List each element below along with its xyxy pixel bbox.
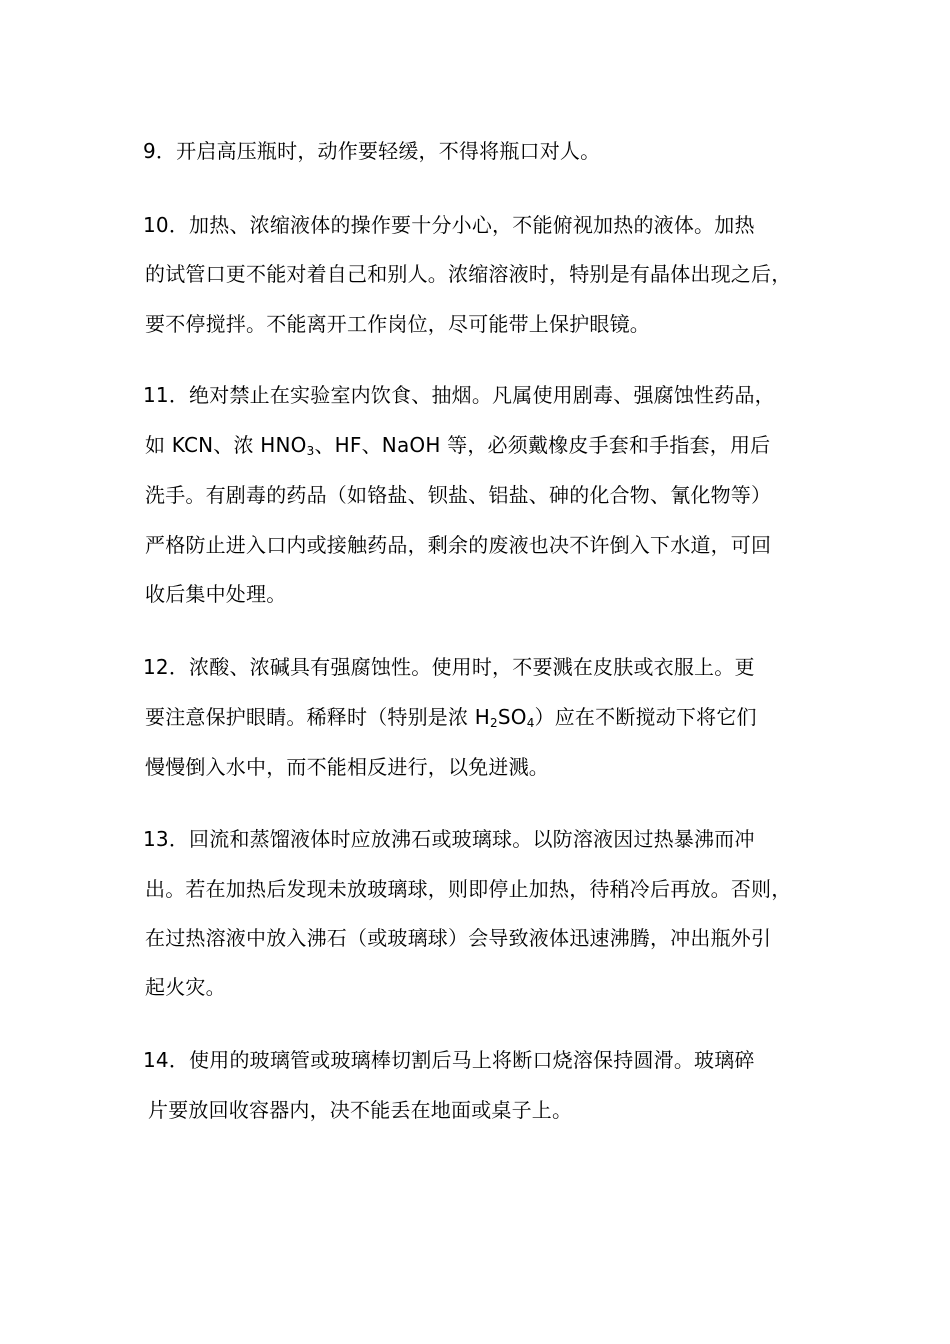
item-12-line-3: 慢慢倒入水中，而不能相反进行，以免迸溅。 <box>145 755 549 779</box>
item-10-line-1: 10．加热、浓缩液体的操作要十分小心，不能俯视加热的液体。加热 <box>143 213 755 237</box>
item-13-line-1: 13．回流和蒸馏液体时应放沸石或玻璃球。以防溶液因过热暴沸而冲 <box>143 827 755 851</box>
item-13-line-3: 在过热溶液中放入沸石（或玻璃球）会导致液体迅速沸腾，冲出瓶外引 <box>145 926 772 950</box>
item-12-line-2-c: ）应在不断搅动下将它们 <box>534 705 757 729</box>
item-12-line-2 <box>145 704 757 730</box>
item-9-line-1: 9．开启高压瓶时，动作要轻缓，不得将瓶口对人。 <box>143 139 601 163</box>
item-11-line-5: 收后集中处理。 <box>145 582 287 606</box>
item-11-line-1: 11．绝对禁止在实验室内饮食、抽烟。凡属使用剧毒、强腐蚀性药品， <box>143 383 775 407</box>
item-12-line-2-b: SO <box>497 705 527 729</box>
item-14-line-2: 片要放回收容器内，决不能丢在地面或桌子上。 <box>148 1098 573 1122</box>
hno3-subscript: 3 <box>306 444 315 458</box>
h2so4-subscript-2: 2 <box>490 716 498 730</box>
item-11-line-2 <box>145 432 770 458</box>
item-11-line-2-c: ，必须戴橡皮手套和手指套，用后 <box>467 433 771 457</box>
item-11-line-2-b: 、HF、NaOH 等 <box>314 433 468 457</box>
item-14-line-1: 14．使用的玻璃管或玻璃棒切割后马上将断口烧溶保持圆滑。玻璃碎 <box>143 1048 755 1072</box>
item-12-line-2-a: 要注意保护眼睛。稀释时（特别是浓 H <box>145 705 490 729</box>
item-13-line-2: 出。若在加热后发现未放玻璃球，则即停止加热，待稍冷后再放。否则， <box>145 877 792 901</box>
item-10-line-2: 的试管口更不能对着自己和别人。浓缩溶液时，特别是有晶体出现之后， <box>145 262 792 286</box>
item-11-line-4: 严格防止进入口内或接触药品，剩余的废液也决不许倒入下水道，可回 <box>145 533 772 557</box>
item-11-line-3: 洗手。有剧毒的药品（如铬盐、钡盐、铝盐、砷的化合物、氰化物等） <box>145 483 772 507</box>
item-13-line-4: 起火灾。 <box>145 975 226 999</box>
item-12-line-1: 12．浓酸、浓碱具有强腐蚀性。使用时，不要溅在皮肤或衣服上。更 <box>143 655 755 679</box>
item-10-line-3: 要不停搅拌。不能离开工作岗位，尽可能带上保护眼镜。 <box>145 312 650 336</box>
item-11-line-2-a: 如 KCN、浓 HNO <box>145 433 307 457</box>
h2so4-subscript-4: 4 <box>526 716 535 730</box>
